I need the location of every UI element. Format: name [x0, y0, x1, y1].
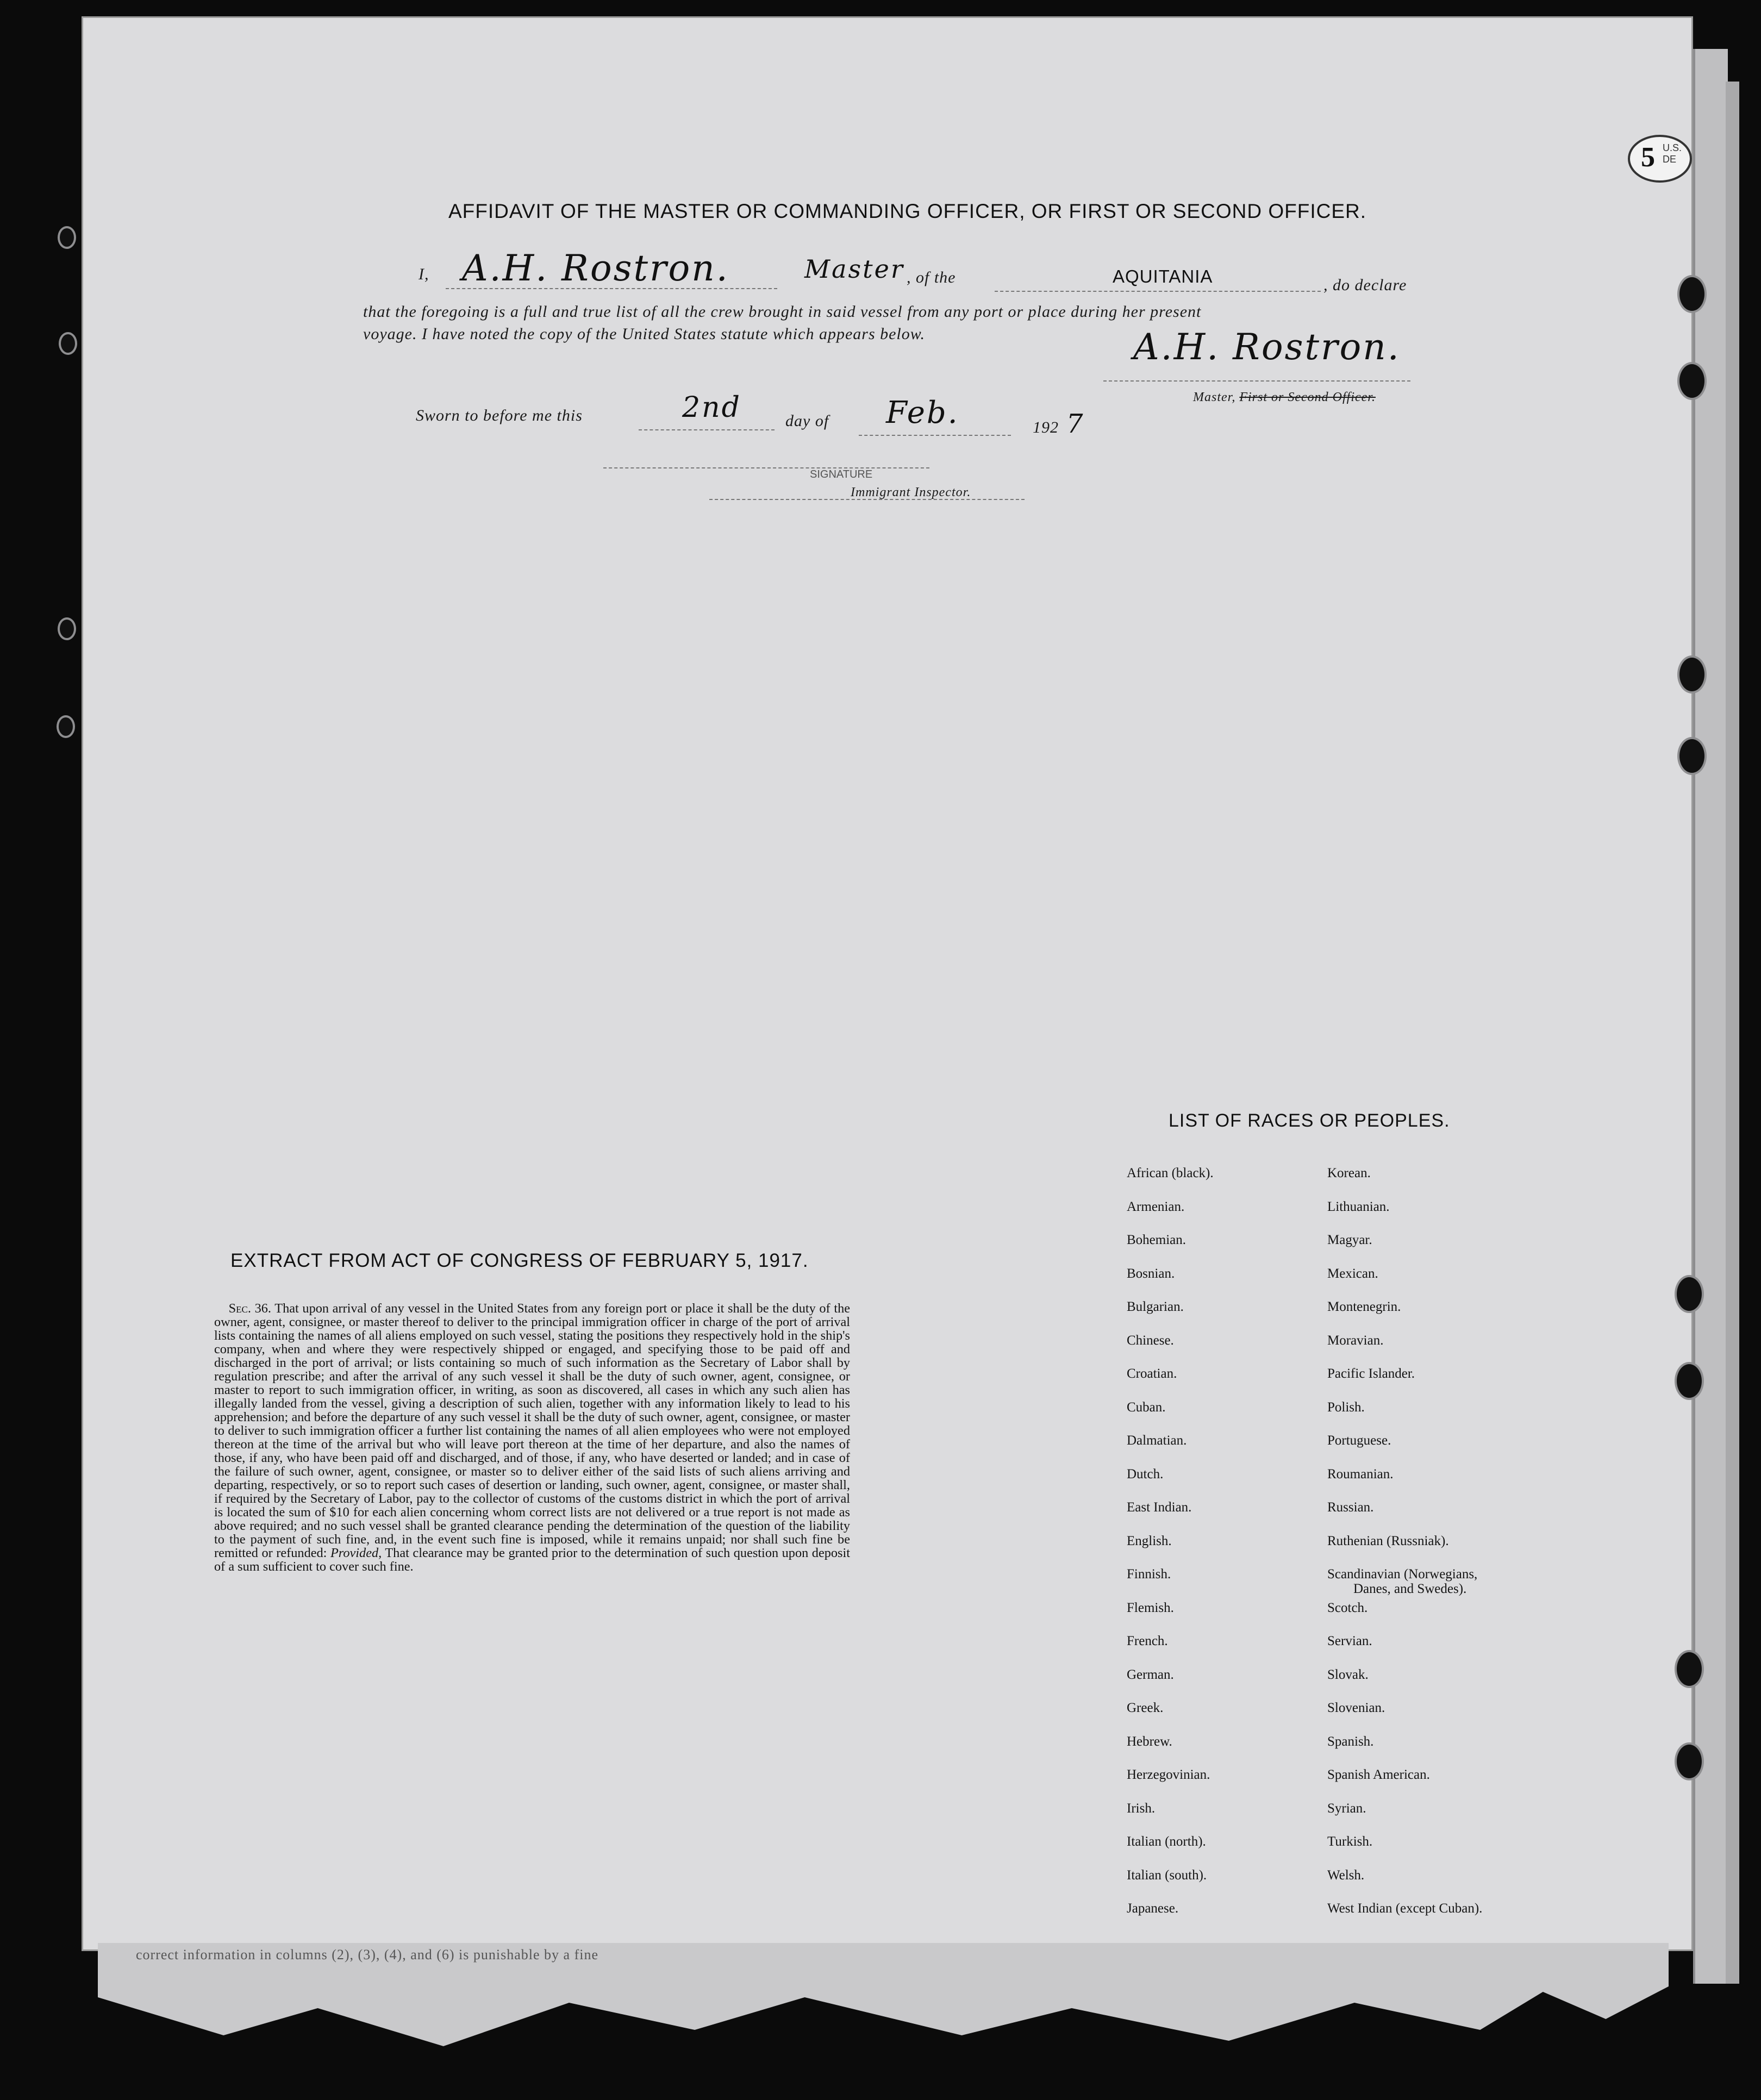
race-item	[1327, 1233, 1482, 1266]
race-item	[1327, 1534, 1482, 1567]
race-item	[1127, 1400, 1214, 1434]
race-label: East Indian.	[1127, 1500, 1192, 1515]
race-item	[1327, 1299, 1482, 1333]
race-label: Slovak.	[1327, 1667, 1369, 1682]
punch-hole	[1679, 364, 1704, 398]
signer-role-master: Master,	[1193, 390, 1240, 404]
race-label: Turkish.	[1327, 1834, 1373, 1849]
race-item	[1327, 1199, 1482, 1233]
extract-text	[214, 1302, 850, 1573]
inspector-label: Immigrant Inspector.	[851, 485, 971, 499]
race-label: Finnish.	[1127, 1567, 1171, 1582]
races-right-column	[1327, 1166, 1482, 1935]
race-label: Japanese.	[1127, 1901, 1179, 1916]
race-item	[1127, 1834, 1214, 1868]
races-heading: LIST OF RACES OR PEOPLES.	[1169, 1110, 1450, 1131]
month-line	[859, 435, 1011, 436]
race-label-continued: Danes, and Swedes).	[1353, 1582, 1467, 1596]
master-name-handwritten: A.H. Rostron.	[462, 247, 729, 289]
i-label: I,	[419, 265, 429, 283]
punch-hole	[59, 717, 73, 736]
races-left-column	[1127, 1166, 1214, 1935]
year-suffix: 7	[1066, 409, 1085, 439]
extract-heading: EXTRACT FROM ACT OF CONGRESS OF FEBRUARY 5, 1917.	[230, 1250, 809, 1271]
race-item	[1127, 1901, 1214, 1935]
day-of-label: day of	[785, 412, 829, 430]
race-label: Moravian.	[1327, 1333, 1384, 1348]
race-label: Servian.	[1327, 1634, 1372, 1648]
race-label: Polish.	[1327, 1399, 1365, 1415]
punch-hole	[1677, 1277, 1702, 1311]
race-item	[1127, 1801, 1214, 1835]
race-label: Montenegrin.	[1327, 1299, 1401, 1314]
race-item	[1327, 1333, 1482, 1367]
race-label: Pacific Islander.	[1327, 1366, 1415, 1381]
race-label: Bulgarian.	[1127, 1299, 1184, 1314]
race-label: Bohemian.	[1127, 1233, 1187, 1247]
race-label: Mexican.	[1327, 1266, 1378, 1281]
race-item	[1127, 1500, 1214, 1534]
race-item	[1127, 1534, 1214, 1567]
punch-hole	[1677, 1652, 1702, 1686]
race-item	[1327, 1166, 1482, 1199]
sworn-label: Sworn to before me this	[416, 407, 583, 424]
race-item	[1127, 1233, 1214, 1266]
race-label: English.	[1127, 1533, 1172, 1548]
extract-text-b: That clearance may be granted prior to the determination of such question upon deposit of a sum sufficient to cover such fine.	[214, 1546, 850, 1574]
race-label: Italian (south).	[1127, 1867, 1207, 1883]
signer-role	[1193, 390, 1376, 405]
race-item	[1327, 1868, 1482, 1902]
vessel-line	[995, 291, 1321, 292]
race-label: Welsh.	[1327, 1867, 1365, 1883]
race-label: Spanish.	[1327, 1734, 1374, 1749]
affidavit-body-line1: that the foregoing is a full and true list of all the crew brought in said vessel from any port or place during her present	[363, 303, 1202, 321]
page-edge	[1693, 49, 1728, 1984]
year-prefix: 192	[1033, 418, 1059, 436]
name-line	[446, 288, 777, 289]
race-item	[1127, 1734, 1214, 1768]
race-label: Korean.	[1327, 1166, 1371, 1180]
race-item	[1327, 1500, 1482, 1534]
race-item	[1327, 1467, 1482, 1501]
race-item	[1327, 1567, 1482, 1601]
race-label: Portuguese.	[1327, 1433, 1391, 1448]
page-number: 5	[1641, 142, 1655, 173]
race-label: Flemish.	[1127, 1600, 1174, 1615]
race-label: Herzegovinian.	[1127, 1767, 1210, 1782]
sworn-month: Feb.	[886, 395, 959, 430]
affidavit-body-line2: voyage. I have noted the copy of the United States statute which appears below.	[363, 325, 926, 343]
race-item	[1127, 1567, 1214, 1601]
punch-hole	[1679, 277, 1704, 311]
race-label: West Indian (except Cuban).	[1327, 1901, 1483, 1916]
race-label: Irish.	[1127, 1801, 1156, 1816]
extract-provided: Provided,	[330, 1546, 382, 1560]
race-label: German.	[1127, 1667, 1174, 1682]
vessel-name: AQUITANIA	[1113, 266, 1213, 286]
day-line	[639, 429, 775, 430]
race-label: Scotch.	[1327, 1600, 1368, 1615]
race-label: Lithuanian.	[1327, 1199, 1390, 1214]
punch-hole	[1679, 658, 1704, 691]
page-edge-shadow	[1726, 82, 1739, 1984]
race-item	[1327, 1901, 1482, 1935]
race-label: Slovenian.	[1327, 1701, 1385, 1715]
race-label: Spanish American.	[1327, 1767, 1430, 1782]
punch-hole	[61, 334, 75, 353]
punch-hole	[1677, 1745, 1702, 1778]
race-item	[1127, 1701, 1214, 1734]
signature-line	[1103, 380, 1410, 382]
race-label: Syrian.	[1327, 1801, 1366, 1816]
punch-hole	[60, 228, 74, 247]
race-item	[1127, 1299, 1214, 1333]
race-label: Dalmatian.	[1127, 1433, 1187, 1448]
page-number-badge	[1628, 135, 1692, 183]
race-label: Italian (north).	[1127, 1834, 1206, 1849]
do-declare-label: , do declare	[1323, 276, 1407, 294]
sworn-day: 2nd	[682, 391, 741, 424]
race-item	[1327, 1701, 1482, 1734]
race-item	[1127, 1634, 1214, 1667]
race-label: Cuban.	[1127, 1399, 1166, 1415]
page-stamp: U.S. DE	[1663, 142, 1682, 165]
race-item	[1327, 1667, 1482, 1701]
race-label: Magyar.	[1327, 1233, 1372, 1247]
signer-role-struck: First or Second Officer.	[1239, 390, 1376, 404]
race-label: Russian.	[1327, 1500, 1374, 1515]
race-item	[1327, 1601, 1482, 1634]
of-the-label: , of the	[907, 268, 956, 286]
race-item	[1327, 1366, 1482, 1400]
race-label: Croatian.	[1127, 1366, 1177, 1381]
master-signature: A.H. Rostron.	[1133, 326, 1401, 368]
race-label: African (black).	[1127, 1166, 1214, 1180]
race-label: Ruthenian (Russniak).	[1327, 1533, 1449, 1548]
race-item	[1327, 1834, 1482, 1868]
race-item	[1327, 1266, 1482, 1300]
race-item	[1127, 1266, 1214, 1300]
extract-section: Sec. 36.	[228, 1301, 271, 1316]
race-item	[1127, 1601, 1214, 1634]
race-item	[1127, 1767, 1214, 1801]
race-label: Chinese.	[1127, 1333, 1174, 1348]
race-item	[1327, 1400, 1482, 1434]
race-item	[1127, 1667, 1214, 1701]
race-label: Greek.	[1127, 1701, 1164, 1715]
race-item	[1127, 1366, 1214, 1400]
race-label: Armenian.	[1127, 1199, 1185, 1214]
extract-text-a: That upon arrival of any vessel in the United States from any foreign port or place it shall be the duty of the owner, agent, consignee, or master thereof to deliver to the principal immigration officer in charge of the port of arrival lists containing the names of all aliens employed on such vessel, stating the positions they respectively hold in the ship's company, when and where they were respectively shipped or engaged, and specifying those to be paid off and discharged in the port of arrival; or lists containing so much of such information as the Secretary of Labor shall by regulation prescribe; and after the arrival of any such vessel it shall be the duty of such owner, agent, consignee, or master to report to such immigration officer, in writing, as soon as discovered, all cases in which any such alien has illegally landed from the vessel, giving a description of such alien, together with any information likely to lead to his apprehension; and before the departure of any such vessel it shall be the duty of such owner, agent, consignee, or master to deliver to such immigration officer a further list containing the names of all alien employees who were not employed thereon at the time of the arrival but who will leave port thereon at the time of her departure, and also the names of those, if any, who have been paid off and discharged, and of those, if any, who have deserted or landed; and in case of the failure of such owner, agent, consignee, or master so to deliver either of the said lists of such aliens arriving and departing, respectively, or so to report such cases of desertion or landing, such owner, agent, consignee, or master shall, if required by the Secretary of Labor, pay to the collector of customs of the customs district in which the port of arrival is located the sum of $10 for each alien concerning whom correct lists are not delivered or a true report is not made as above required; and no such vessel shall be granted clearance pending the determination of the question of the liability to the payment of such fine, and, in the event such fine is imposed, while it remains unpaid; nor shall such fine be remitted or refunded:	[214, 1301, 850, 1560]
race-item	[1127, 1868, 1214, 1902]
race-item	[1327, 1634, 1482, 1667]
race-label: Bosnian.	[1127, 1266, 1175, 1281]
race-item	[1327, 1801, 1482, 1835]
race-item	[1127, 1166, 1214, 1199]
inspector-line	[603, 467, 929, 468]
affidavit-heading: AFFIDAVIT OF THE MASTER OR COMMANDING OFFICER, OR FIRST OR SECOND OFFICER.	[448, 200, 1367, 222]
race-label: Hebrew.	[1127, 1734, 1172, 1749]
race-item	[1127, 1333, 1214, 1367]
race-label: Roumanian.	[1327, 1466, 1394, 1482]
race-item	[1327, 1734, 1482, 1768]
race-item	[1127, 1199, 1214, 1233]
race-item	[1127, 1467, 1214, 1501]
race-label: Dutch.	[1127, 1466, 1164, 1482]
race-item	[1327, 1433, 1482, 1467]
race-label: Scandinavian (Norwegians,	[1327, 1567, 1478, 1582]
rank-handwritten: Master	[804, 254, 904, 284]
footer-fragment: correct information in columns (2), (3), (4), and (6) is punishable by a fine	[136, 1947, 598, 1962]
race-label: French.	[1127, 1634, 1168, 1648]
punch-hole	[60, 620, 74, 638]
race-item	[1327, 1767, 1482, 1801]
race-item	[1127, 1433, 1214, 1467]
punch-hole	[1679, 739, 1704, 773]
inspector-stamp: SIGNATURE	[810, 468, 873, 480]
punch-hole	[1677, 1364, 1702, 1398]
